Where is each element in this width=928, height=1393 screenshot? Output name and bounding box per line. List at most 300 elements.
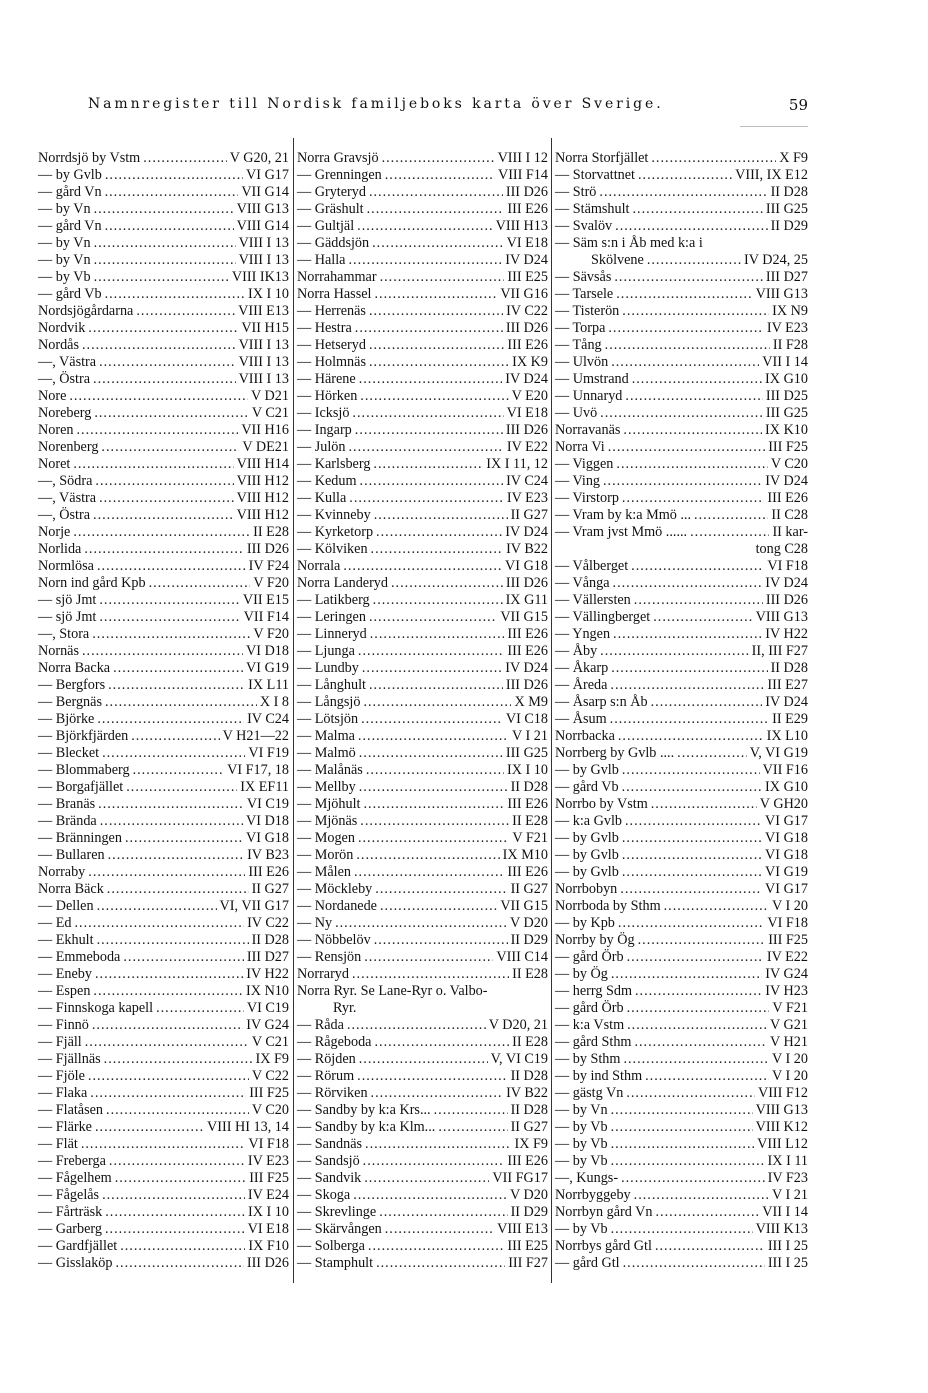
entry-name: Norrahammar — [297, 269, 377, 285]
dot-leader — [634, 1034, 767, 1051]
index-entry — [555, 677, 808, 694]
map-reference: III G25 — [505, 745, 548, 761]
map-reference: III D26 — [505, 320, 548, 336]
entry-name: — by Sthm — [555, 1051, 621, 1067]
dot-leader — [610, 711, 770, 728]
entry-name: — Vram by k:a Mmö ... — [555, 507, 692, 523]
index-entry — [297, 1170, 548, 1187]
map-reference: II D28 — [510, 779, 548, 795]
index-entry — [297, 932, 548, 949]
entry-name: — Vålberget — [555, 558, 629, 574]
index-entry — [555, 320, 808, 337]
entry-name: — Virstorp — [555, 490, 619, 506]
index-entry — [555, 150, 808, 167]
entry-name: — sjö Jmt — [38, 609, 97, 625]
entry-name: — Lötsjön — [297, 711, 359, 727]
map-reference: II G27 — [510, 881, 548, 897]
dot-leader — [352, 966, 509, 983]
map-reference: II D28 — [770, 184, 808, 200]
index-entry — [555, 830, 808, 847]
entry-name: — Sandvik — [297, 1170, 362, 1186]
map-reference: VIII K12 — [755, 1119, 808, 1135]
entry-name: — by Vn — [555, 1102, 608, 1118]
index-entry — [38, 286, 289, 303]
dot-leader — [655, 1204, 759, 1221]
entry-name: — Gisslaköp — [38, 1255, 113, 1271]
entry-name: — Vram jvst Mmö ...... — [555, 524, 688, 540]
index-entry — [297, 813, 548, 830]
entry-name: — herrg Sdm — [555, 983, 632, 999]
index-entry — [297, 949, 548, 966]
dot-leader — [94, 201, 234, 218]
dot-leader — [599, 184, 767, 201]
map-reference: VI F19 — [248, 745, 289, 761]
map-reference: VI G19 — [765, 864, 808, 880]
index-entry — [297, 524, 548, 541]
map-reference: III D26 — [505, 184, 548, 200]
dot-leader — [93, 983, 243, 1000]
map-reference: III E27 — [767, 677, 808, 693]
entry-name: Norrdsjö by Vstm — [38, 150, 141, 166]
entry-name: — Åreda — [555, 677, 608, 693]
entry-name: — Brända — [38, 813, 97, 829]
map-reference: IV E22 — [766, 949, 808, 965]
index-entry — [555, 269, 808, 286]
map-reference: IX I 11, 12 — [486, 456, 548, 472]
map-reference: VII G15 — [500, 609, 548, 625]
index-entry — [38, 677, 289, 694]
dot-leader — [358, 830, 509, 847]
entry-name: — Målen — [297, 864, 351, 880]
index-entry — [38, 422, 289, 439]
map-reference: II E28 — [512, 1034, 548, 1050]
dot-leader — [634, 592, 763, 609]
dot-leader — [362, 660, 502, 677]
dot-leader — [372, 235, 504, 252]
index-entry — [38, 779, 289, 796]
entry-name: Norra Hassel — [297, 286, 372, 302]
dot-leader — [616, 286, 752, 303]
dot-leader — [105, 1221, 245, 1238]
index-entry — [555, 286, 808, 303]
dot-leader — [343, 558, 502, 575]
map-reference: III E26 — [248, 864, 289, 880]
entry-name: — Hetseryd — [297, 337, 366, 353]
map-reference: III E26 — [507, 1153, 548, 1169]
dot-leader — [603, 473, 762, 490]
entry-name: — Stamphult — [297, 1255, 374, 1271]
index-entry — [297, 1119, 548, 1136]
entry-name: Nordås — [38, 337, 79, 353]
index-entry — [555, 456, 808, 473]
dot-leader — [97, 898, 217, 915]
entry-name: — Härene — [297, 371, 356, 387]
entry-name: — gård Sthm — [555, 1034, 632, 1050]
map-reference: V, VI G19 — [749, 745, 808, 761]
map-reference: IX F10 — [248, 1238, 289, 1254]
map-reference: VIII E13 — [238, 303, 289, 319]
dot-leader — [647, 252, 741, 269]
entry-name: Norraby — [38, 864, 86, 880]
dot-leader — [645, 1068, 769, 1085]
index-entry — [555, 337, 808, 354]
index-entry — [38, 269, 289, 286]
entry-name: — Åsum — [555, 711, 607, 727]
index-entry — [38, 184, 289, 201]
map-reference: III G25 — [765, 405, 808, 421]
index-entry — [555, 881, 808, 898]
map-reference: VII I 14 — [762, 1204, 808, 1220]
map-reference: II E29 — [772, 711, 808, 727]
dot-leader — [115, 1170, 247, 1187]
entry-name: — Kyrketorp — [297, 524, 374, 540]
dot-leader — [125, 830, 243, 847]
entry-name: — Morön — [297, 847, 354, 863]
dot-leader — [95, 966, 243, 983]
dot-leader — [126, 779, 237, 796]
map-reference: III D26 — [246, 1255, 289, 1271]
index-entry — [38, 473, 289, 490]
dot-leader — [75, 915, 245, 932]
map-reference: VI G17 — [246, 167, 289, 183]
dot-leader — [92, 626, 250, 643]
entry-name: — Ulvön — [555, 354, 609, 370]
map-reference: III E26 — [507, 796, 548, 812]
entry-name: — by Gvlb — [555, 762, 619, 778]
index-entry — [555, 728, 808, 745]
entry-name: — Espen — [38, 983, 91, 999]
map-reference: VIII I 13 — [238, 337, 289, 353]
entry-name: — Långsjö — [297, 694, 361, 710]
index-column-1 — [38, 150, 289, 1272]
entry-name: — Unnaryd — [555, 388, 623, 404]
dot-leader — [374, 507, 508, 524]
entry-name: — Yngen — [555, 626, 611, 642]
map-reference: II E28 — [512, 813, 548, 829]
entry-name: — by Gvlb — [555, 830, 619, 846]
entry-name: Norn ind gård Kpb — [38, 575, 146, 591]
index-entry — [38, 1170, 289, 1187]
dot-leader — [614, 269, 762, 286]
dot-leader — [613, 575, 763, 592]
map-reference: IV H23 — [765, 983, 808, 999]
dot-leader — [622, 830, 762, 847]
dot-leader — [369, 337, 504, 354]
dot-leader — [131, 728, 219, 745]
map-reference: VII H16 — [241, 422, 289, 438]
index-column-3 — [555, 150, 808, 1272]
map-reference: III E26 — [507, 864, 548, 880]
map-reference: VIII G13 — [755, 286, 808, 302]
index-entry — [38, 405, 289, 422]
entry-name: — by Gvlb — [555, 864, 619, 880]
entry-name: — Fjäll — [38, 1034, 82, 1050]
dot-leader — [93, 371, 236, 388]
index-entry — [555, 575, 808, 592]
entry-name: Norra Backa — [38, 660, 111, 676]
index-entry — [38, 371, 289, 388]
dot-leader — [94, 235, 236, 252]
entry-name: — by Vb — [555, 1153, 608, 1169]
dot-leader — [356, 847, 499, 864]
entry-name: Norravanäs — [555, 422, 621, 438]
index-entry — [555, 966, 808, 983]
dot-leader — [374, 1034, 509, 1051]
dot-leader — [622, 303, 769, 320]
entry-name: — Icksjö — [297, 405, 350, 421]
index-entry — [297, 150, 548, 167]
dot-leader — [613, 626, 762, 643]
dot-leader — [620, 881, 762, 898]
dot-leader — [349, 490, 504, 507]
map-reference: V I 21 — [772, 1187, 808, 1203]
map-reference: IV G24 — [246, 1017, 289, 1033]
entry-name: — gård Vb — [555, 779, 619, 795]
index-entry — [555, 1068, 808, 1085]
entry-name: — by Vb — [555, 1221, 608, 1237]
map-reference: VIII HI 13, 14 — [207, 1119, 289, 1135]
entry-name: Noren — [38, 422, 74, 438]
dot-leader — [90, 1085, 246, 1102]
map-reference: IX M10 — [502, 847, 548, 863]
index-entry — [38, 558, 289, 575]
map-reference: V H21—22 — [222, 728, 289, 744]
dot-leader — [694, 507, 768, 524]
map-reference: II D28 — [251, 932, 289, 948]
entry-name: — Tång — [555, 337, 602, 353]
index-entry — [555, 507, 808, 524]
map-reference: VI C19 — [246, 1000, 289, 1016]
dot-leader — [360, 388, 508, 405]
entry-name: — Garberg — [38, 1221, 102, 1237]
entry-name: — Sandsjö — [297, 1153, 360, 1169]
entry-name: — Säm s:n i Åb med k:a i — [555, 235, 703, 251]
dot-leader — [143, 150, 227, 167]
map-reference: II, III F27 — [751, 643, 808, 659]
map-reference: II D29 — [770, 218, 808, 234]
entry-name: — Röjden — [297, 1051, 356, 1067]
dot-leader — [655, 1238, 765, 1255]
entry-name: — Mogen — [297, 830, 355, 846]
index-entry — [297, 1187, 548, 1204]
dot-leader — [625, 388, 762, 405]
entry-name: — gård Örb — [555, 949, 624, 965]
dot-leader — [600, 405, 763, 422]
index-entry — [555, 1255, 808, 1272]
index-entry — [555, 626, 808, 643]
map-reference: VI G18 — [505, 558, 548, 574]
index-entry — [297, 677, 548, 694]
dot-leader — [623, 1255, 765, 1272]
dot-leader — [99, 592, 240, 609]
dot-leader — [622, 779, 762, 796]
entry-name: — Finnskoga kapell — [38, 1000, 154, 1016]
index-entry — [555, 490, 808, 507]
dot-leader — [335, 915, 507, 932]
entry-name: Norrala — [297, 558, 341, 574]
map-reference: V C20 — [251, 1102, 289, 1118]
entry-name: —, Västra — [38, 490, 97, 506]
dot-leader — [651, 694, 763, 711]
map-reference: III E26 — [767, 490, 808, 506]
dot-leader — [95, 473, 233, 490]
entry-name: — Bergnäs — [38, 694, 102, 710]
map-reference: IX N9 — [772, 303, 808, 319]
dot-leader — [109, 1153, 245, 1170]
dot-leader — [634, 1187, 769, 1204]
entry-name: — Rörviken — [297, 1085, 368, 1101]
dot-leader — [434, 1102, 508, 1119]
index-entry — [38, 1119, 289, 1136]
map-reference: VIII I 13 — [238, 354, 289, 370]
index-entry — [555, 813, 808, 830]
map-reference: II D29 — [510, 1204, 548, 1220]
index-entry — [297, 1102, 548, 1119]
map-reference: V DE21 — [242, 439, 289, 455]
index-entry — [38, 150, 289, 167]
index-entry — [297, 847, 548, 864]
dot-leader — [638, 167, 732, 184]
map-reference: IV G24 — [765, 966, 808, 982]
entry-name: — Åby — [555, 643, 598, 659]
dot-leader — [611, 1136, 755, 1153]
index-entry — [297, 405, 548, 422]
map-reference: V G20, 21 — [229, 150, 289, 166]
index-entry — [38, 932, 289, 949]
dot-leader — [354, 864, 504, 881]
dot-leader — [627, 1000, 770, 1017]
index-entry — [38, 439, 289, 456]
map-reference: III D27 — [765, 269, 808, 285]
dot-leader — [97, 558, 246, 575]
index-entry — [555, 1051, 808, 1068]
entry-name: — Freberga — [38, 1153, 106, 1169]
index-entry — [555, 422, 808, 439]
dot-leader — [369, 303, 503, 320]
dot-leader — [355, 320, 503, 337]
entry-name: — Möckleby — [297, 881, 373, 897]
index-entry — [555, 439, 808, 456]
dot-leader — [622, 847, 762, 864]
dot-leader — [105, 218, 234, 235]
map-reference: VI F18 — [767, 915, 808, 931]
index-entry — [555, 1085, 808, 1102]
dot-leader — [376, 524, 502, 541]
entry-name: — Björkfjärden — [38, 728, 129, 744]
map-reference: IV H22 — [765, 626, 808, 642]
dot-leader — [611, 966, 762, 983]
dot-leader — [99, 609, 240, 626]
entry-name: — Uvö — [555, 405, 598, 421]
map-reference: VIII F14 — [497, 167, 548, 183]
dot-leader — [136, 303, 235, 320]
index-entry — [38, 235, 289, 252]
entry-name: — Nordanede — [297, 898, 377, 914]
entry-name: — Sandnäs — [297, 1136, 363, 1152]
index-entry — [297, 235, 548, 252]
index-entry — [555, 252, 808, 269]
index-entry — [38, 1153, 289, 1170]
index-entry — [297, 864, 548, 881]
map-reference: IV E22 — [506, 439, 548, 455]
map-reference: VII FG17 — [492, 1170, 548, 1186]
map-reference: VIII H13 — [495, 218, 548, 234]
index-entry — [297, 1238, 548, 1255]
dot-leader — [359, 745, 503, 762]
entry-name: — Bergfors — [38, 677, 106, 693]
index-entry — [555, 1221, 808, 1238]
index-entry — [38, 881, 289, 898]
entry-name: Norrbyggeby — [555, 1187, 631, 1203]
dot-leader — [120, 1238, 245, 1255]
dot-leader — [610, 677, 764, 694]
dot-leader — [76, 422, 238, 439]
map-reference: IX K9 — [512, 354, 548, 370]
entry-name: —, Stora — [38, 626, 90, 642]
map-reference: II E28 — [512, 966, 548, 982]
dot-leader — [108, 677, 245, 694]
entry-name: — Skärvången — [297, 1221, 382, 1237]
dot-leader — [347, 1017, 486, 1034]
map-reference: V C22 — [251, 1068, 289, 1084]
entry-name: — Skoga — [297, 1187, 351, 1203]
index-entry — [297, 626, 548, 643]
index-entry — [555, 847, 808, 864]
map-reference: V F21 — [512, 830, 548, 846]
entry-name: — Viggen — [555, 456, 614, 472]
map-reference: V E20 — [511, 388, 548, 404]
entry-name: — Svalöv — [555, 218, 613, 234]
index-entry — [38, 303, 289, 320]
map-reference: VI C19 — [246, 796, 289, 812]
map-reference: VIII F12 — [757, 1085, 808, 1101]
dot-leader — [359, 1051, 488, 1068]
entry-name: — Vällersten — [555, 592, 631, 608]
map-reference: IV E23 — [766, 320, 808, 336]
dot-leader — [374, 932, 508, 949]
entry-name: — Gräshult — [297, 201, 364, 217]
entry-name: — by Vn — [38, 201, 91, 217]
index-entry — [38, 915, 289, 932]
entry-name: — Flärke — [38, 1119, 92, 1135]
dot-leader — [371, 541, 504, 558]
entry-name: —, Kungs- — [555, 1170, 619, 1186]
dot-leader — [99, 490, 234, 507]
index-entry — [297, 1136, 548, 1153]
map-reference: V C20 — [770, 456, 808, 472]
dot-leader — [611, 354, 759, 371]
dot-leader — [94, 252, 236, 269]
column-divider — [293, 138, 294, 1283]
entry-name: — Bullaren — [38, 847, 105, 863]
map-reference: III D25 — [765, 388, 808, 404]
index-entry — [297, 1255, 548, 1272]
index-entry — [555, 949, 808, 966]
entry-name: Norra Landeryd — [297, 575, 388, 591]
entry-name: — Mjönäs — [297, 813, 358, 829]
map-reference: V GH20 — [759, 796, 808, 812]
entry-name: — Björke — [38, 711, 95, 727]
entry-name: — by Vb — [555, 1119, 608, 1135]
map-reference: VI, VII G17 — [219, 898, 289, 914]
index-entry — [297, 609, 548, 626]
index-entry — [38, 796, 289, 813]
dot-leader — [623, 1051, 769, 1068]
dot-leader — [611, 1153, 765, 1170]
map-reference: IV C22 — [247, 915, 289, 931]
dot-leader — [632, 371, 762, 388]
index-entry — [38, 1051, 289, 1068]
